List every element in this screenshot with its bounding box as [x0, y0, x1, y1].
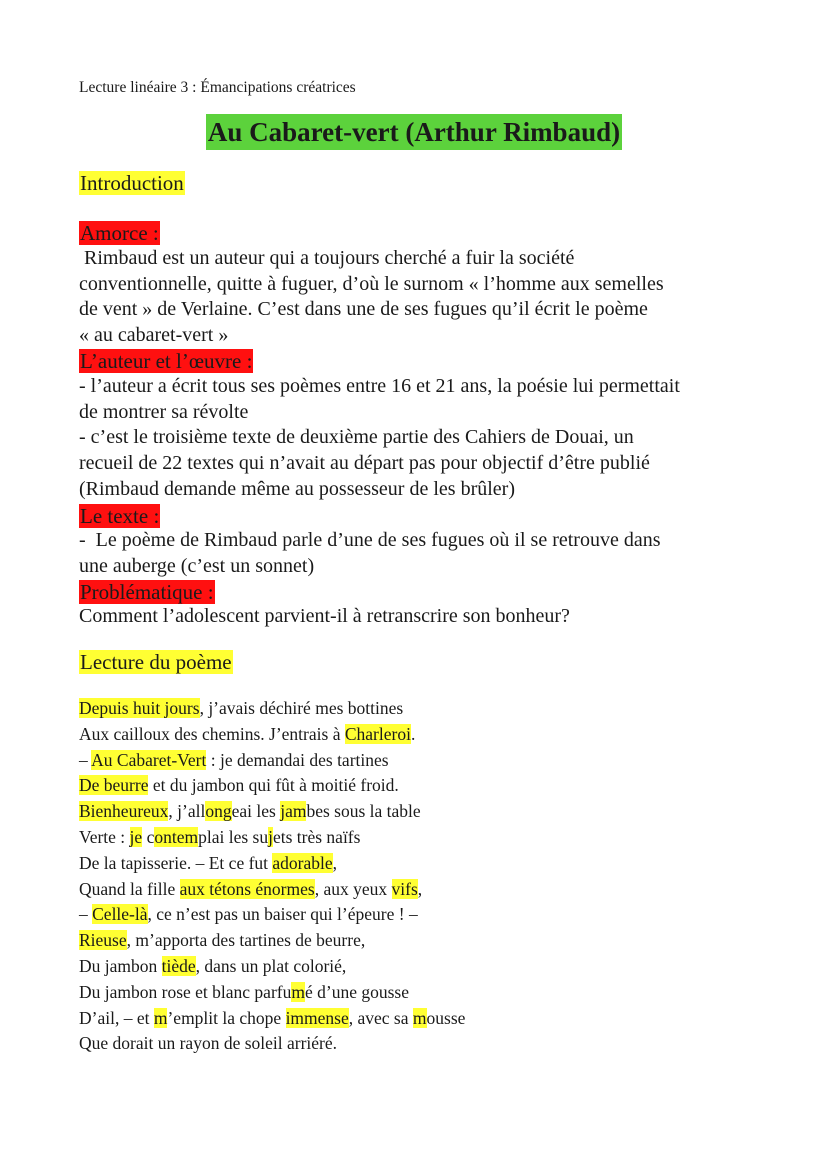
highlight: je: [129, 826, 143, 847]
poem-text: Du jambon rose et blanc parfu: [79, 981, 292, 1002]
poem-line: [79, 954, 465, 980]
document-header: Lecture linéaire 3 : Émancipations créatrices: [79, 79, 356, 96]
lecture-label: Lecture du poème: [80, 650, 232, 674]
poem-line: [79, 928, 465, 954]
paragraph-line: recueil de 22 textes qui n’avait au départ pas pour objectif d’être publié: [79, 452, 650, 475]
highlight: Au Cabaret-Vert: [91, 749, 207, 770]
page-title: Au Cabaret-vert (Arthur Rimbaud): [206, 114, 622, 150]
poem-text: Du jambon: [79, 955, 162, 976]
poem-text: et du jambon qui fût à moitié froid.: [148, 775, 399, 796]
poem-text: bes sous la table: [306, 801, 421, 822]
poem-line: [79, 1006, 465, 1032]
paragraph-line: Comment l’adolescent parvient-il à retranscrire son bonheur?: [79, 605, 570, 627]
title-container: [0, 114, 828, 150]
highlight: aux tétons énormes: [179, 878, 315, 899]
amorce-paragraph: [79, 246, 664, 349]
poem-text: é d’une gousse: [304, 981, 409, 1002]
highlight: De beurre: [79, 775, 149, 796]
poem-line: [79, 773, 465, 799]
poem-text: : je demandai des tartines: [206, 749, 389, 770]
poem-line: [79, 980, 465, 1006]
paragraph-line: « au cabaret-vert »: [79, 324, 229, 347]
lecture-heading: [79, 649, 233, 675]
paragraph-line: une auberge (c’est un sonnet): [79, 554, 315, 577]
highlight: m: [291, 981, 305, 1002]
paragraph-line: de montrer sa révolte: [79, 400, 249, 423]
paragraph-line: - c’est le troisième texte de deuxième partie des Cahiers de Douai, un: [79, 426, 634, 449]
problematique-paragraph: [79, 604, 570, 630]
paragraph-line: (Rimbaud demande même au possesseur de les brûler): [79, 477, 515, 500]
poem-text: , avec sa: [348, 1007, 413, 1028]
poem-line: [79, 799, 465, 825]
poem-line: [79, 1031, 465, 1057]
texte-heading: [79, 503, 160, 529]
poem-text: plai les su: [198, 826, 269, 847]
poem-text: Verte :: [79, 826, 130, 847]
poem-text: , dans un plat colorié,: [195, 955, 347, 976]
poem-line: [79, 851, 465, 877]
highlight: adorable: [272, 852, 333, 873]
auteur-label: L’auteur et l’œuvre :: [80, 349, 253, 373]
highlight: Charleroi: [344, 723, 411, 744]
highlight: Rieuse: [79, 930, 127, 951]
texte-paragraph: [79, 528, 660, 579]
paragraph-line: - l’auteur a écrit tous ses poèmes entre 16 et 21 ans, la poésie lui permettait: [79, 375, 680, 397]
problematique-label: Problématique :: [80, 580, 214, 604]
poem-text: , m’apporta des tartines de beurre,: [126, 930, 366, 951]
highlight: m: [153, 1007, 168, 1028]
amorce-heading: [79, 220, 160, 246]
poem-line: [79, 696, 465, 722]
poem-text: Aux cailloux des chemins. J’entrais à: [79, 723, 345, 744]
poem-line: [79, 902, 465, 928]
paragraph-line: - Le poème de Rimbaud parle d’une de ses fugues où il se retrouve dans: [79, 529, 661, 551]
highlight: Depuis huit jours: [79, 698, 200, 718]
poem-text: ,: [417, 878, 423, 899]
poem-line: [79, 877, 465, 903]
highlight: jam: [280, 801, 307, 822]
texte-label: Le texte :: [80, 504, 160, 528]
highlight: tiède: [161, 955, 196, 976]
poem-text: –: [79, 749, 92, 770]
introduction-heading: [79, 170, 185, 196]
poem-text: –: [79, 904, 93, 925]
poem-text: , aux yeux: [314, 878, 392, 899]
highlight: j: [268, 826, 273, 847]
poem-line: [79, 722, 465, 748]
poem-text: , ce n’est pas un baiser qui l’épeure ! –: [147, 904, 418, 925]
highlight: ontem: [154, 826, 199, 847]
poem-text: Que dorait un rayon de soleil arriéré.: [79, 1033, 338, 1054]
poem-line: [79, 748, 465, 774]
highlight: immense: [285, 1007, 349, 1028]
poem-text: , j’avais déchiré mes bottines: [199, 698, 404, 718]
poem: [79, 696, 465, 1057]
paragraph-line: de vent » de Verlaine. C’est dans une de ses fugues qu’il écrit le poème: [79, 298, 648, 321]
paragraph-line: Rimbaud est un auteur qui a toujours cherché a fuir la société: [79, 247, 575, 269]
poem-text: .: [410, 723, 416, 744]
highlight: ong: [205, 801, 232, 822]
poem-text: c: [142, 826, 155, 847]
poem-text: eai les: [231, 801, 281, 822]
highlight: m: [412, 1007, 427, 1028]
poem-text: ousse: [426, 1007, 466, 1028]
auteur-paragraph: [79, 374, 680, 503]
poem-text: D’ail, – et: [79, 1007, 154, 1028]
highlight: Celle-là: [92, 904, 148, 925]
introduction-label: Introduction: [80, 171, 184, 195]
poem-text: ’emplit la chope: [167, 1007, 286, 1028]
auteur-heading: [79, 348, 253, 374]
poem-text: ,: [332, 852, 338, 873]
poem-text: Quand la fille: [79, 878, 180, 899]
poem-text: , j’all: [168, 801, 206, 822]
amorce-label: Amorce :: [80, 221, 159, 245]
poem-text: De la tapisserie. – Et ce fut: [79, 852, 273, 873]
highlight: Bienheureux: [79, 801, 169, 822]
highlight: vifs: [391, 878, 418, 899]
problematique-heading: [79, 579, 215, 605]
poem-line: [79, 825, 465, 851]
poem-text: ets très naïfs: [272, 826, 361, 847]
paragraph-line: conventionnelle, quitte à fuguer, d’où le surnom « l’homme aux semelles: [79, 272, 664, 295]
